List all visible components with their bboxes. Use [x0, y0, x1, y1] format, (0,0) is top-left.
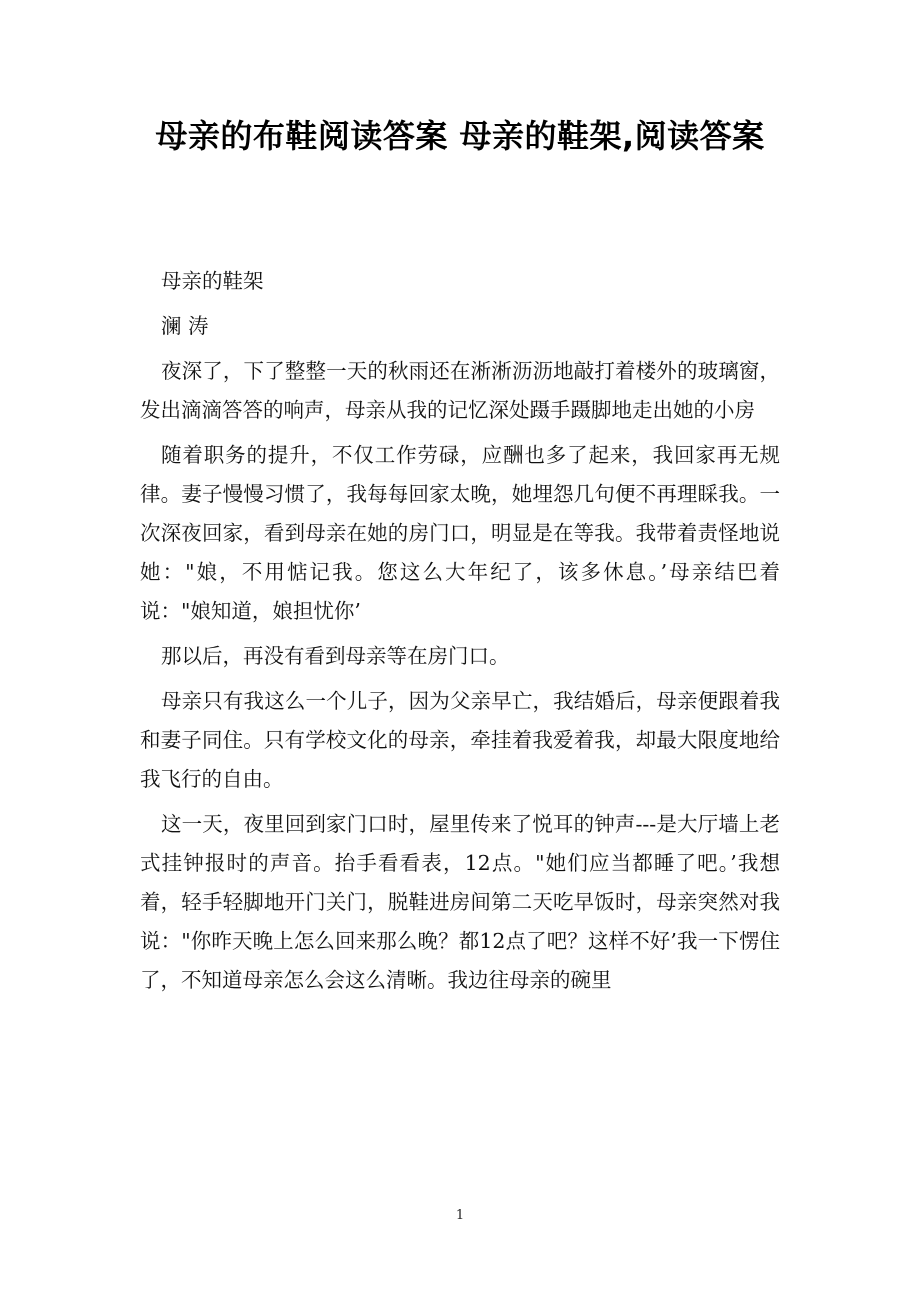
paragraph: 那以后，再没有看到母亲等在房门口。: [161, 644, 510, 668]
article-author: 澜 涛: [161, 314, 209, 338]
paragraph: 母亲只有我这么一个儿子，因为父亲早亡，我结婚后，母亲便跟着我和妻子同住。只有学校文化的母亲，牵挂着我爱着我，却最大限度地给我飞行的自由。: [140, 689, 780, 791]
paragraph: 随着职务的提升，不仅工作劳碌，应酬也多了起来，我回家再无规律。妻子慢慢习惯了，我每每回家太晚，她埋怨几句便不再理睬我。一次深夜回家，看到母亲在她的房门口，明显是在等我。我带着责怪地说她："娘，不用惦记我。您这么大年纪了，该多休息。’母亲结巴着说："娘知道，娘担忧你’: [140, 443, 780, 623]
paragraph: 夜深了，下了整整一天的秋雨还在淅淅沥沥地敲打着楼外的玻璃窗，发出滴滴答答的响声，母亲从我的记忆深处蹑手蹑脚地走出她的小房: [140, 359, 780, 422]
document-title: 母亲的布鞋阅读答案 母亲的鞋架,阅读答案: [155, 117, 765, 155]
paragraph: 这一天，夜里回到家门口时，屋里传来了悦耳的钟声---是大厅墙上老式挂钟报时的声音。抬手看看表，12点。"她们应当都睡了吧。’我想着，轻手轻脚地开门关门，脱鞋进房间第二天吃早饭时，母亲突然对我说："你昨天晚上怎么回来那么晚？都12点了吧？这样不好’我一下愣住了，不知道母亲怎么会这么清晰。我边往母亲的碗里: [140, 812, 780, 992]
page-number: 1: [455, 1208, 465, 1223]
article-title: 母亲的鞋架: [161, 269, 264, 293]
document-body: [140, 262, 780, 1006]
